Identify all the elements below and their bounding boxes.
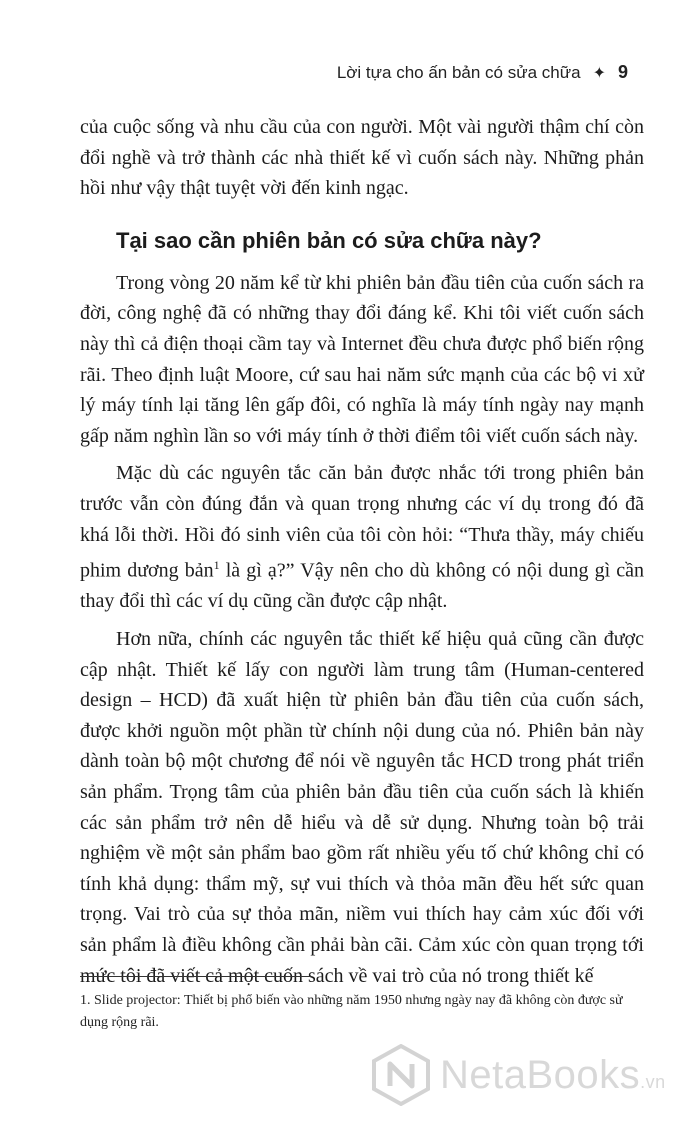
netabooks-watermark: [370, 1040, 690, 1110]
paragraph-2-text-a: Mặc dù các nguyên tắc căn bản được nhắc tới trong phiên bản trước vẫn còn đúng đắn và quan trọng nhưng các ví dụ trong đó đã khá lỗi thời. Hồi đó sinh viên của tôi còn hỏi: “Thưa thầy, máy chiếu phim dương bản: [80, 462, 644, 582]
paragraph-1: Trong vòng 20 năm kể từ khi phiên bản đầu tiên của cuốn sách ra đời, công nghệ đã có những thay đổi đáng kể. Khi tôi viết cuốn sách này thì cả điện thoại cầm tay và Internet đều chưa được phổ biến rộng rãi. Theo định luật Moore, cứ sau hai năm sức mạnh của các bộ vi xử lý máy tính lại tăng lên gấp đôi, có nghĩa là máy tính ngày nay mạnh gấp năm nghìn lần so với máy tính ở thời điểm tôi viết cuốn sách này.: [80, 271, 644, 447]
paragraph-2-text-b: là gì ạ?” Vậy nên cho dù không có nội dung gì cần thay đổi thì các ví dụ cũng cần được cập nhật.: [80, 559, 645, 613]
netabooks-logo-icon: [370, 1044, 432, 1106]
footnote-ref: 1: [213, 558, 220, 573]
watermark-tld: .vn: [640, 1071, 666, 1092]
running-header: [337, 62, 628, 83]
watermark-brand: NetaBooks: [440, 1052, 641, 1097]
page-number: 9: [617, 62, 628, 82]
page-body: [80, 112, 644, 991]
footnote: 1. Slide projector: Thiết bị phổ biến vào những năm 1950 nhưng ngày nay đã không còn được sử dụng rộng rãi.: [80, 993, 623, 1030]
section-heading: Tại sao cần phiên bản có sửa chữa này?: [116, 227, 542, 253]
watermark-text: [440, 1053, 666, 1098]
paragraph-2: [80, 458, 644, 617]
separator-icon: ✦: [592, 64, 606, 82]
paragraph-3: Hơn nữa, chính các nguyên tắc thiết kế hiệu quả cũng cần được cập nhật. Thiết kế lấy con người làm trung tâm (Human-centered design – HCD) đã xuất hiện từ phiên bản đầu tiên của cuốn sách, được khởi nguồn một phần từ chính nội dung của nó. Phiên bản này dành toàn bộ một chương để nói về nguyên tắc HCD trong phát triển sản phẩm. Trọng tâm của phiên bản đầu tiên của cuốn sách là khiến các sản phẩm trở nên dễ hiểu và dễ sử dụng. Nhưng toàn bộ trải nghiệm về một sản phẩm bao gồm rất nhiều yếu tố chứ không chỉ có tính khả dụng: thẩm mỹ, sự vui thích và thỏa mãn đều hết sức quan trọng. Vai trò của sự thỏa mãn, niềm vui thích hay cảm xúc đối với sản phẩm là điều không cần phải bàn cãi. Cảm xúc còn quan trọng tới mức tôi đã viết cả một cuốn sách về vai trò của nó trong thiết kế: [80, 627, 644, 987]
running-title: Lời tựa cho ấn bản có sửa chữa: [336, 62, 581, 82]
continuation-paragraph: của cuộc sống và nhu cầu của con người. Một vài người thậm chí còn đổi nghề và trở thành các nhà thiết kế vì cuốn sách này. Những phản hồi như vậy thật tuyệt vời đến kinh ngạc.: [80, 116, 644, 200]
footnote-divider: [80, 976, 312, 977]
